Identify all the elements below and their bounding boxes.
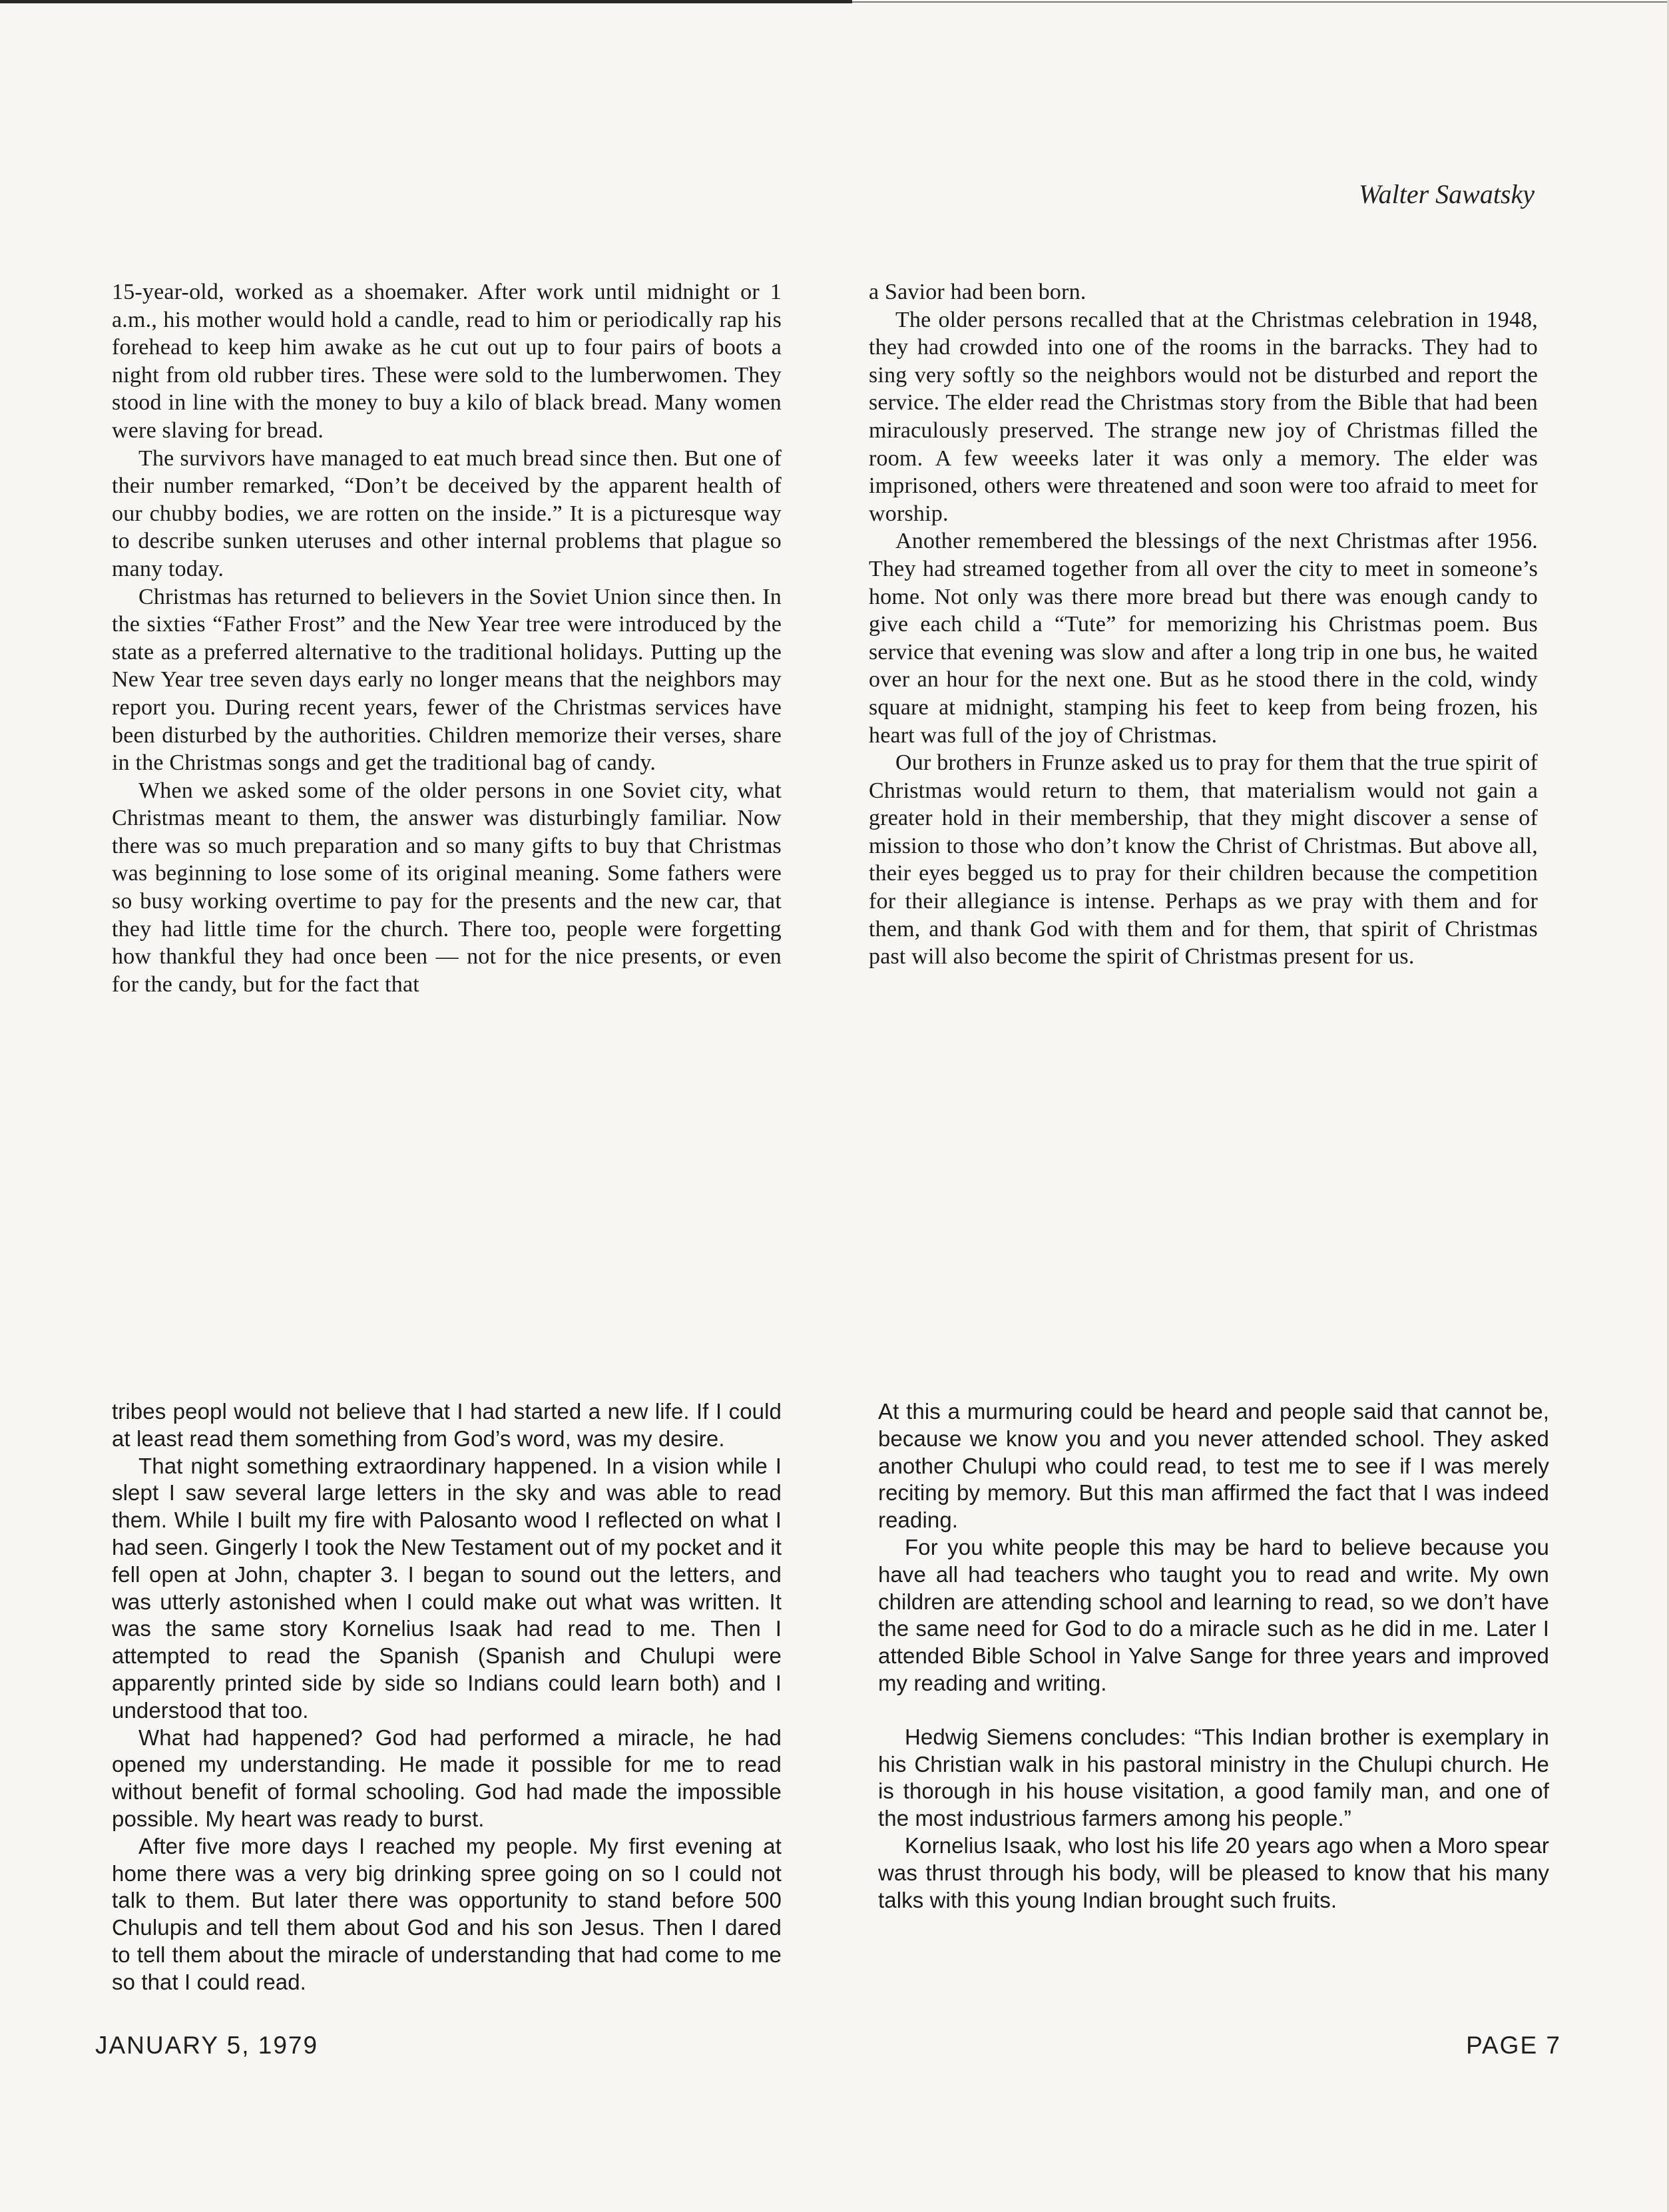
paragraph: Our brothers in Frunze asked us to pray for them that the true spirit of Christmas would return to them, that materialism would not gain a greater hold in their membership, that they might discover a sense of mission to those who don’t know the Christ of Christmas. But above all, their eyes begged us to pray for their children because the competition for their allegiance is intense. Perhaps as we pray with them and for them, and thank God with them and for them, that spirit of Christmas past will also become the spirit of Christmas present for us. [869, 750, 1538, 969]
paragraph: After five more days I reached my people. My first evening at home there was a very big drinking spree going on so I could not talk to them. But later there was opportunity to stand before 500 Chulupis and tell them about God and his son Jesus. Then I dared to tell them about the miracle of understanding that had come to me so that I could read. [112, 1833, 782, 1994]
article-top-left-column [112, 278, 782, 998]
paragraph: At this a murmuring could be heard and people said that cannot be, because we know you and you never attended school. They asked another Chulupi who could read, to test me to see if I was merely reciting by memory. But this man affirmed the fact that I was indeed reading. [878, 1399, 1549, 1533]
paragraph: For you white people this may be hard to believe because you have all had teachers who taught you to read and write. My own children are attending school and learning to read, so we don’t have the same need for God to do a miracle such as he did in me. Later I attended Bible School in Yalve Sange for three years and improved my reading and writing. [878, 1534, 1549, 1695]
paragraph: tribes peopl would not believe that I had started a new life. If I could at least read them something from God’s word, was my desire. [112, 1399, 782, 1451]
paragraph: That night something extraordinary happened. In a vision while I slept I saw several large letters in the sky and was able to read them. While I built my fire with Palosanto wood I reflected on what I had seen. Gingerly I took the New Testament out of my pocket and it fell open at John, chapter 3. I began to sound out the letters, and was utterly astonished when I could make out what was written. It was the same story Kornelius Isaak had read to me. Then I attempted to read the Spanish (Spanish and Chulupi were apparently printed side by side so Indians could learn both) and I understood that too. [112, 1453, 782, 1723]
issue-date: JANUARY 5, 1979 [95, 2032, 319, 2059]
article-bottom-right-column [878, 1398, 1549, 1914]
paragraph: The older persons recalled that at the Christmas celebration in 1948, they had crowded into one of the rooms in the barracks. They had to sing very softly so the neighbors would not be disturbed and report the service. The elder read the Christmas story from the Bible that had been miraculously preserved. The strange new joy of Christmas filled the room. A few weeeks later it was only a memory. The elder was imprisoned, others were threatened and soon were too afraid to meet for worship. [869, 307, 1538, 526]
paragraph: What had happened? God had performed a miracle, he had opened my understanding. He made it possible for me to read without benefit of formal schooling. God had made the impossible possible. My heart was ready to burst. [112, 1725, 782, 1831]
paragraph: 15-year-old, worked as a shoemaker. After work until midnight or 1 a.m., his mother would hold a candle, read to him or periodically rap his forehead to keep him awake as he cut out up to four pairs of boots a night from old rubber tires. These were sold to the lumberwomen. They stood in line with the money to buy a kilo of black bread. Many women were slaving for bread. [112, 280, 782, 443]
page-number: PAGE 7 [1466, 2032, 1561, 2059]
top-rule [0, 0, 852, 3]
article-bottom-left-column [112, 1398, 782, 1996]
top-rule-thin [852, 1, 1669, 3]
author-byline: Walter Sawatsky [1358, 179, 1535, 209]
paragraph: Kornelius Isaak, who lost his life 20 years ago when a Moro spear was thrust through his body, will be pleased to know that his many talks with this young Indian brought such fruits. [878, 1832, 1549, 1912]
paragraph: Another remembered the blessings of the next Christmas after 1956. They had streamed together from all over the city to meet in someone’s home. Not only was there more bread but there was enough candy to give each child a “Tute” for memorizing his Christmas poem. Bus service that evening was slow and after a long trip in one bus, he waited over an hour for the next one. But as he stood there in the cold, windy square at midnight, stamping his feet to keep from being frozen, his heart was full of the joy of Christmas. [869, 529, 1538, 748]
article-top-right-column [869, 278, 1538, 971]
paragraph: a Savior had been born. [869, 280, 1086, 304]
paragraph: Hedwig Siemens concludes: “This Indian brother is exemplary in his Christian walk in his pastoral ministry in the Chulupi church. He is thorough in his house visitation, a good family man, and one of the most industrious farmers among his people.” [878, 1724, 1549, 1831]
paragraph-gap [878, 1697, 1549, 1724]
paragraph: The survivors have managed to eat much bread since then. But one of their number remarked, “Don’t be deceived by the apparent health of our chubby bodies, we are rotten on the inside.” It is a picturesque way to describe sunken uteruses and other internal problems that plague so many today. [112, 445, 782, 581]
paragraph: Christmas has returned to believers in the Soviet Union since then. In the sixties “Father Frost” and the New Year tree were introduced by the state as a preferred alternative to the traditional holidays. Putting up the New Year tree seven days early no longer means that the neighbors may report you. During recent years, fewer of the Christmas services have been disturbed by the authorities. Children memorize their verses, share in the Christmas songs and get the traditional bag of candy. [112, 584, 782, 776]
paragraph: When we asked some of the older persons in one Soviet city, what Christmas meant to them, the answer was disturbingly familiar. Now there was so much preparation and so many gifts to buy that Christmas was beginning to lose some of its original meaning. Some fathers were so busy working overtime to pay for the presents and the new car, that they had little time for the church. There too, people were forgetting how thankful they had once been — not for the nice presents, or even for the candy, but for the fact that [112, 778, 782, 997]
